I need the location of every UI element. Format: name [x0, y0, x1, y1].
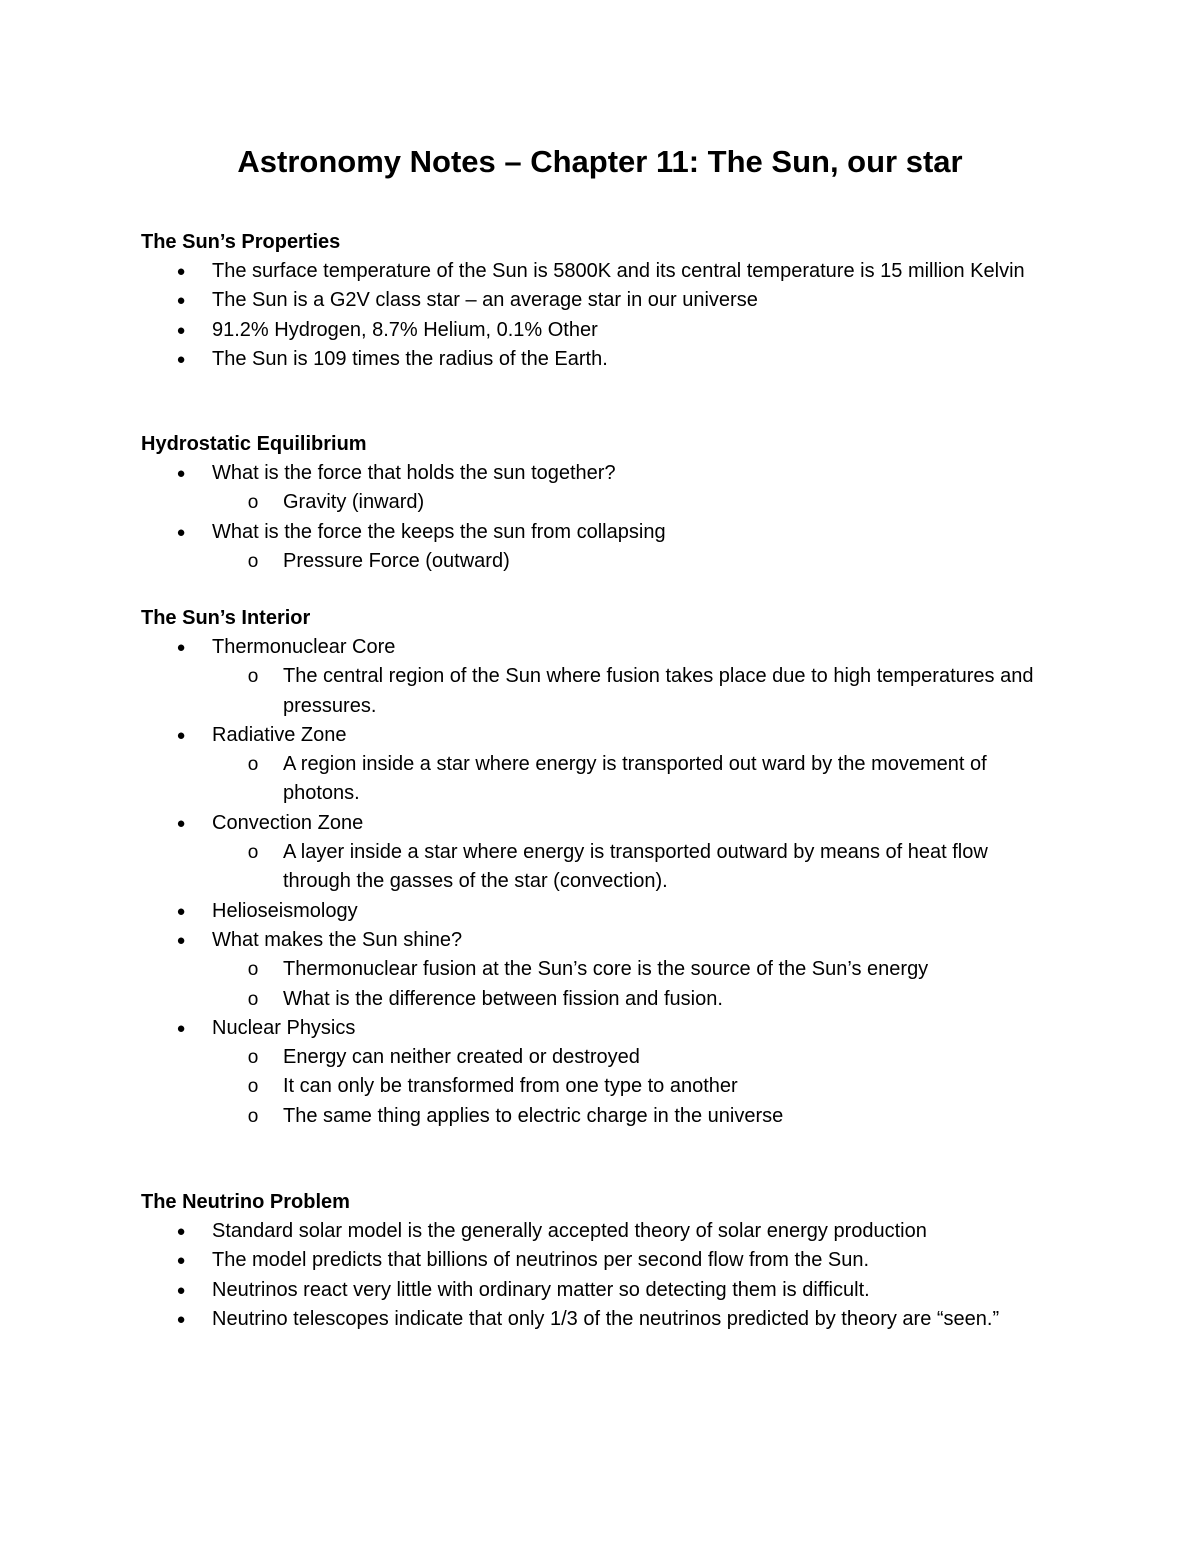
- bullet-icon: ●: [176, 1223, 186, 1240]
- bullet-icon: ●: [176, 350, 186, 368]
- list-item: [141, 257, 1061, 286]
- bullet-list: [141, 1217, 1061, 1334]
- list-item-text: Radiative Zone: [212, 723, 347, 746]
- bullet-list: [141, 633, 1061, 1131]
- list-item-text: What makes the Sun shine?: [212, 928, 463, 951]
- sub-list-item-text: Pressure Force (outward): [283, 549, 510, 572]
- hollow-bullet-icon: o: [247, 666, 259, 688]
- bullet-icon: ●: [176, 523, 186, 541]
- section-heading: Hydrostatic Equilibrium: [141, 433, 367, 455]
- bullet-icon: ●: [176, 726, 186, 744]
- list-item: [141, 1305, 1061, 1334]
- bullet-icon: ●: [176, 292, 186, 310]
- sub-bullet-list: [212, 838, 1061, 897]
- sub-list-item: [212, 1102, 1061, 1131]
- sub-list-item: [212, 488, 1061, 517]
- list-item: [141, 926, 1061, 1014]
- list-item-text: The Sun is 109 times the radius of the Earth.: [212, 347, 608, 370]
- sub-list-item: [212, 985, 1061, 1014]
- section-heading: The Neutrino Problem: [141, 1191, 350, 1213]
- page-title: Astronomy Notes – Chapter 11: The Sun, our star: [237, 144, 963, 179]
- section-heading: The Sun’s Interior: [141, 607, 311, 629]
- sub-list-item: [212, 750, 1061, 809]
- sub-bullet-list: [212, 662, 1061, 721]
- list-item-text: Neutrino telescopes indicate that only 1/3 of the neutrinos predicted by theory are “seen.”: [212, 1307, 1000, 1330]
- sub-list-item-text: Energy can neither created or destroyed: [283, 1046, 640, 1069]
- sub-list-item: [212, 662, 1061, 721]
- list-item-text: Neutrinos react very little with ordinary matter so detecting them is difficult.: [212, 1278, 870, 1301]
- list-item-text: Standard solar model is the generally accepted theory of solar energy production: [212, 1220, 927, 1242]
- sub-list-item-text: Thermonuclear fusion at the Sun’s core is the source of the Sun’s energy: [283, 958, 929, 981]
- sub-list-item-text: The central region of the Sun where fusion takes place due to high temperatures and pressures.: [283, 665, 1034, 717]
- bullet-list: [141, 257, 1061, 374]
- list-item-text: Nuclear Physics: [212, 1016, 356, 1039]
- sub-list-item-text: A region inside a star where energy is transported out ward by the movement of photons.: [283, 753, 987, 805]
- bullet-icon: ●: [176, 1252, 186, 1270]
- sub-bullet-list: [212, 955, 1061, 1014]
- list-item: [141, 286, 1061, 315]
- list-item-text: The Sun is a G2V class star – an average star in our universe: [212, 289, 758, 312]
- sub-list-item: [212, 1043, 1061, 1072]
- bullet-icon: ●: [176, 465, 186, 482]
- list-item: [141, 897, 1061, 926]
- sub-list-item: [212, 1072, 1061, 1101]
- sub-list-item-text: A layer inside a star where energy is transported outward by means of heat flow through the gasses of the star (convection).: [283, 841, 988, 893]
- hollow-bullet-icon: o: [247, 550, 259, 572]
- hollow-bullet-icon: o: [247, 1105, 259, 1127]
- sub-bullet-list: [212, 488, 1061, 517]
- list-item-text: 91.2% Hydrogen, 8.7% Helium, 0.1% Other: [212, 318, 598, 341]
- hollow-bullet-icon: o: [247, 842, 259, 864]
- bullet-icon: ●: [176, 814, 186, 832]
- list-item: [141, 459, 1061, 518]
- list-item: [141, 633, 1061, 721]
- hollow-bullet-icon: o: [247, 1047, 259, 1069]
- sub-bullet-list: [212, 750, 1061, 809]
- sub-list-item: [212, 955, 1061, 984]
- list-item-text: What is the force the keeps the sun from collapsing: [212, 520, 666, 543]
- list-item: [141, 518, 1061, 577]
- section-neutrino-problem: [141, 1188, 1061, 1334]
- hollow-bullet-icon: o: [247, 988, 259, 1010]
- list-item: [141, 1246, 1061, 1275]
- hollow-bullet-icon: o: [247, 754, 259, 776]
- sub-list-item-text: What is the difference between fission and fusion.: [283, 987, 723, 1010]
- list-item: [141, 1217, 1061, 1246]
- bullet-icon: ●: [176, 1281, 186, 1299]
- list-item-text: Thermonuclear Core: [212, 636, 396, 658]
- sub-bullet-list: [212, 547, 1061, 576]
- list-item-text: Helioseismology: [212, 899, 358, 922]
- sub-list-item-text: The same thing applies to electric charge in the universe: [283, 1104, 784, 1127]
- sub-list-item: [212, 547, 1061, 576]
- list-item: [141, 345, 1061, 374]
- list-item-text: The surface temperature of the Sun is 5800K and its central temperature is 15 million Kelvin: [212, 260, 1025, 282]
- list-item: [141, 809, 1061, 897]
- bullet-icon: ●: [176, 263, 186, 280]
- bullet-icon: ●: [176, 1310, 186, 1328]
- list-item-text: Convection Zone: [212, 811, 364, 834]
- list-item: [141, 1014, 1061, 1131]
- bullet-icon: ●: [176, 931, 186, 949]
- bullet-icon: ●: [176, 321, 186, 339]
- bullet-icon: ●: [176, 902, 186, 920]
- sub-list-item-text: It can only be transformed from one type to another: [283, 1075, 738, 1098]
- section-hydrostatic-equilibrium: [141, 430, 1061, 576]
- hollow-bullet-icon: o: [247, 492, 259, 514]
- section-heading: The Sun’s Properties: [141, 231, 341, 253]
- sub-list-item-text: Gravity (inward): [283, 491, 425, 514]
- bullet-icon: ●: [176, 639, 186, 656]
- sub-list-item: [212, 838, 1061, 897]
- list-item: [141, 316, 1061, 345]
- list-item-text: The model predicts that billions of neutrinos per second flow from the Sun.: [212, 1249, 870, 1272]
- sub-bullet-list: [212, 1043, 1061, 1131]
- list-item-text: What is the force that holds the sun together?: [212, 462, 616, 484]
- bullet-icon: ●: [176, 1019, 186, 1037]
- section-suns-properties: [141, 228, 1061, 374]
- hollow-bullet-icon: o: [247, 1076, 259, 1098]
- hollow-bullet-icon: o: [247, 959, 259, 981]
- bullet-list: [141, 459, 1061, 576]
- section-suns-interior: [141, 604, 1061, 1131]
- list-item: [141, 1276, 1061, 1305]
- list-item: [141, 721, 1061, 809]
